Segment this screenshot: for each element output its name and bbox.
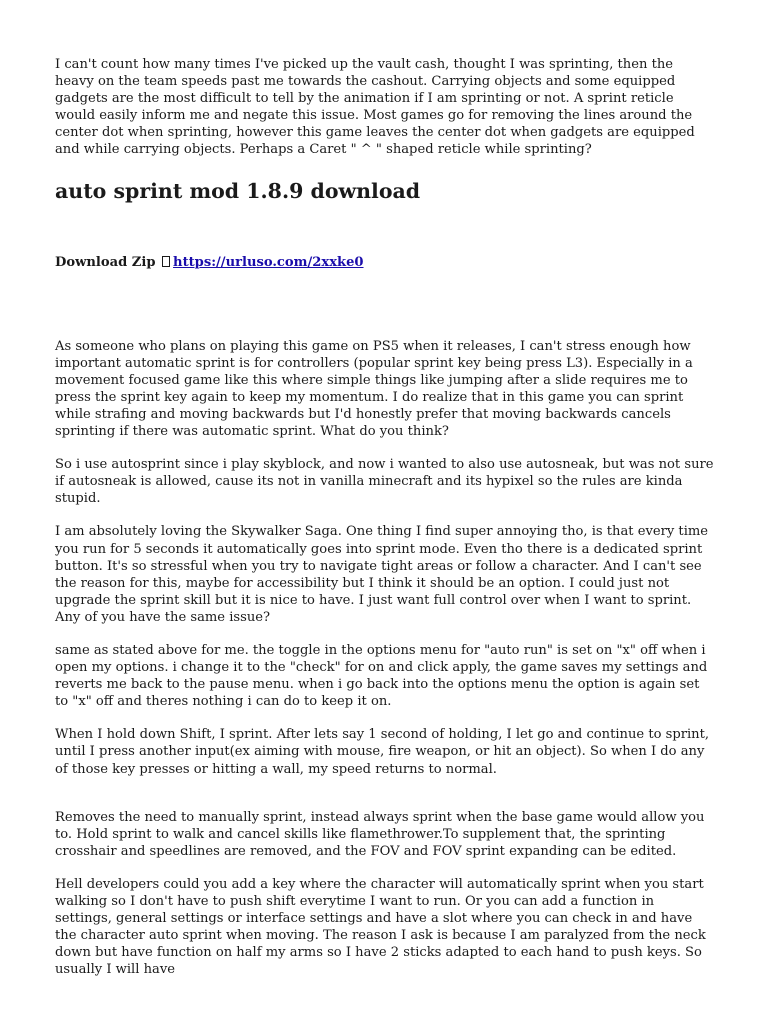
missing-glyph-icon [162,256,170,267]
document-page [55,56,715,978]
intro-paragraph: I can't count how many times I've picked up the vault cash, thought I was sprinting, then the heavy on the team speeds past me towards the cashout. Carrying objects and some equipped gadgets are the most difficult to tell by the animation if I am sprinting or not. A sprint reticle would easily inform me and negate this issue. Most games go for removing the lines around the center dot when sprinting, however this game leaves the center dot when gadgets are equipped and while carrying objects. Perhaps a Caret " ^ " shaped reticle while sprinting? [55,57,695,158]
body-paragraph: I am absolutely loving the Skywalker Saga. One thing I find super annoying tho, is that every time you run for 5 seconds it automatically goes into sprint mode. Even tho there is a dedicated sprint button. It's so stressful when you try to navigate tight areas or follow a character. And I can't see the reason for this, maybe for accessibility but I think it should be an option. I could just not upgrade the sprint skill but it is nice to have. I just want full control over when I want to sprint. Any of you have the same issue? [55,524,709,625]
body-paragraph: same as stated above for me. the toggle in the options menu for "auto run" is set on "x" off when i open my options. i change it to the "check" for on and click apply, the game saves my settings and reverts me back to the pause menu. when i go back into the options menu the option is again set to "x" off and theres nothing i can do to keep it on. [55,642,708,710]
page-title: auto sprint mod 1.8.9 download [55,178,421,203]
body-paragraph: As someone who plans on playing this game on PS5 when it releases, I can't stress enough how important automatic sprint is for controllers (popular sprint key being press L3). Especially in a movement focused game like this where simple things like jumping after a slide requires me to press the sprint key again to keep my momentum. I do realize that in this game you can sprint while strafing and moving backwards but I'd honestly prefer that moving backwards cancels sprinting if there was automatic sprint. What do you think? [55,338,693,440]
body-paragraph: Removes the need to manually sprint, instead always sprint when the base game would allow you to. Hold sprint to walk and cancel skills like flamethrower.To supplement that, the sprinting crosshair and speedlines are removed, and the FOV and FOV sprint expanding can be edited. [55,809,705,859]
download-line [55,254,715,271]
body-paragraph: When I hold down Shift, I sprint. After lets say 1 second of holding, I let go and continue to sprint, until I press another input(ex aiming with mouse, fire weapon, or hit an object). So when I do any of those key presses or hitting a wall, my speed returns to normal. [55,727,710,777]
download-link[interactable]: https://urluso.com/2xxke0 [173,254,364,270]
download-label: Download Zip [55,254,156,270]
body-paragraph: Hell developers could you add a key where the character will automatically sprint when you start walking so I don't have to push shift everytime I want to run. Or you can add a function in settings, general settings or interface settings and have a slot where you can check in and have the character auto sprint when moving. The reason I ask is because I am paralyzed from the neck down but have function on half my arms so I have 2 sticks adapted to each hand to push keys. So usually I will have [55,876,706,978]
body-paragraph: So i use autosprint since i play skyblock, and now i wanted to also use autosneak, but was not sure if autosneak is allowed, cause its not in vanilla minecraft and its hypixel so the rules are kinda stupid. [55,457,714,507]
